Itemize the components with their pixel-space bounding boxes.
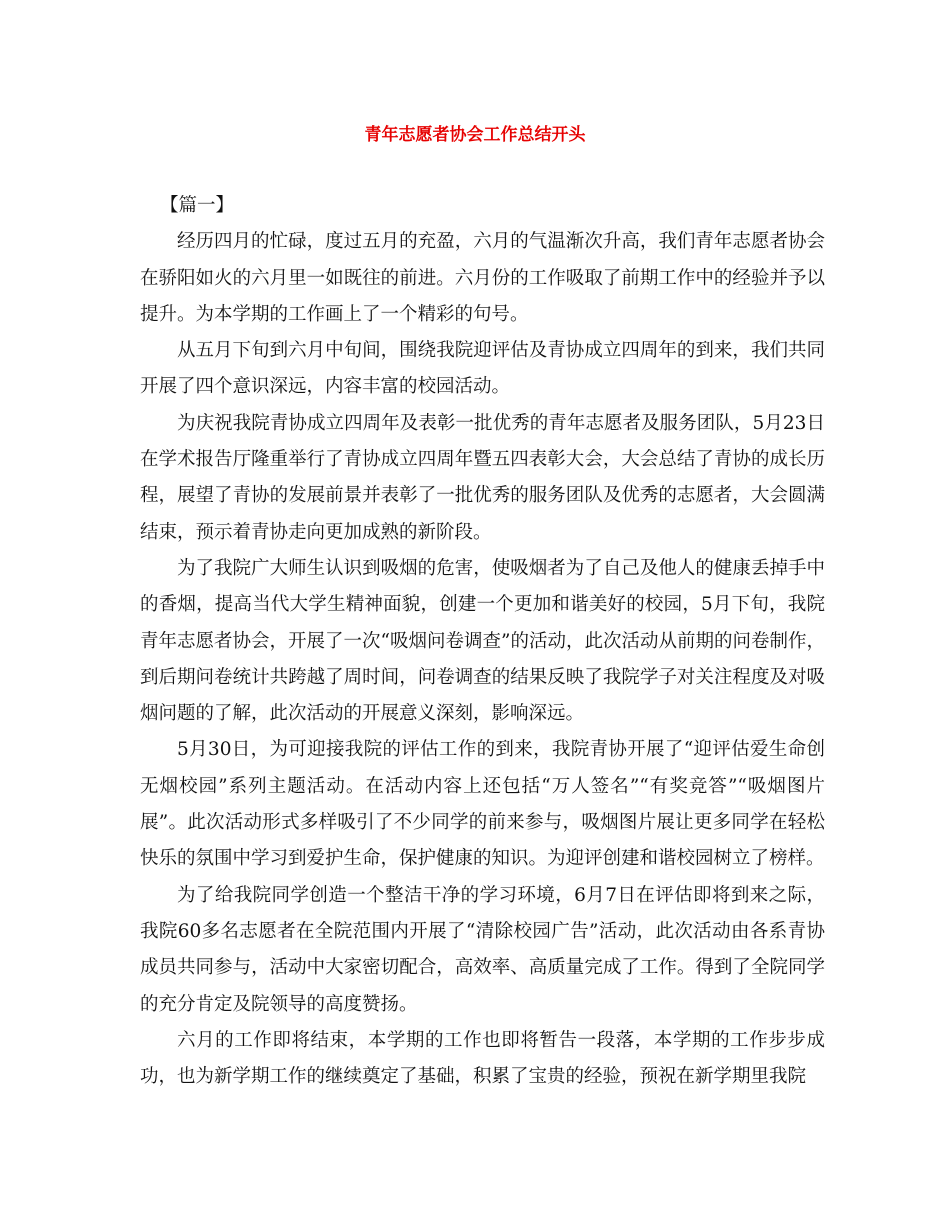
paragraph-4: 为了我院广大师生认识到吸烟的危害，使吸烟者为了自己及他人的健康丢掉手中的香烟，提高当代大学生精神面貌，创建一个更加和谐美好的校园，5月下旬，我院青年志愿者协会，开展了一次“吸烟问卷调查”的活动，此次活动从前期的问卷制作，到后期问卷统计共跨越了周时间，问卷调查的结果反映了我院学子对关注程度及对吸烟问题的了解，此次活动的开展意义深刻，影响深远。 <box>140 557 825 725</box>
section-label: 【篇一】 <box>160 195 235 216</box>
paragraph-6: 为了给我院同学创造一个整洁干净的学习环境，6月7日在评估即将到来之际，我院60多名志愿者在全院范围内开展了“清除校园广告”活动，此次活动由各系青协成员共同参与，活动中大家密切配合，高效率、高质量完成了工作。得到了全院同学的充分肯定及院领导的高度赞扬。 <box>140 884 825 1015</box>
document-body <box>140 188 825 1095</box>
paragraph-1: 经历四月的忙碌，度过五月的充盈，六月的气温渐次升高，我们青年志愿者协会在骄阳如火的六月里一如既往的前进。六月份的工作吸取了前期工作中的经验并予以提升。为本学期的工作画上了一个精彩的句号。 <box>140 231 825 325</box>
document-title: 青年志愿者协会工作总结开头 <box>364 125 586 145</box>
paragraph-7: 六月的工作即将结束，本学期的工作也即将暂告一段落，本学期的工作步步成功，也为新学期工作的继续奠定了基础，积累了宝贵的经验，预祝在新学期里我院 <box>140 1029 825 1088</box>
paragraph-2: 从五月下旬到六月中旬间，围绕我院迎评估及青协成立四周年的到来，我们共同开展了四个意识深远，内容丰富的校园活动。 <box>140 340 825 398</box>
paragraph-5: 5月30日，为可迎接我院的评估工作的到来，我院青协开展了“迎评估爱生命创无烟校园”系列主题活动。在活动内容上还包括“万人签名”“有奖竞答”“吸烟图片展”。此次活动形式多样吸引了不少同学的前来参与，吸烟图片展让更多同学在轻松快乐的氛围中学习到爱护生命，保护健康的知识。为迎评创建和谐校园树立了榜样。 <box>140 739 825 870</box>
paragraph-3: 为庆祝我院青协成立四周年及表彰一批优秀的青年志愿者及服务团队，5月23日在学术报告厅隆重举行了青协成立四周年暨五四表彰大会，大会总结了青协的成长历程，展望了青协的发展前景并表彰了一批优秀的服务团队及优秀的志愿者，大会圆满结束，预示着青协走向更加成熟的新阶段。 <box>140 412 825 543</box>
